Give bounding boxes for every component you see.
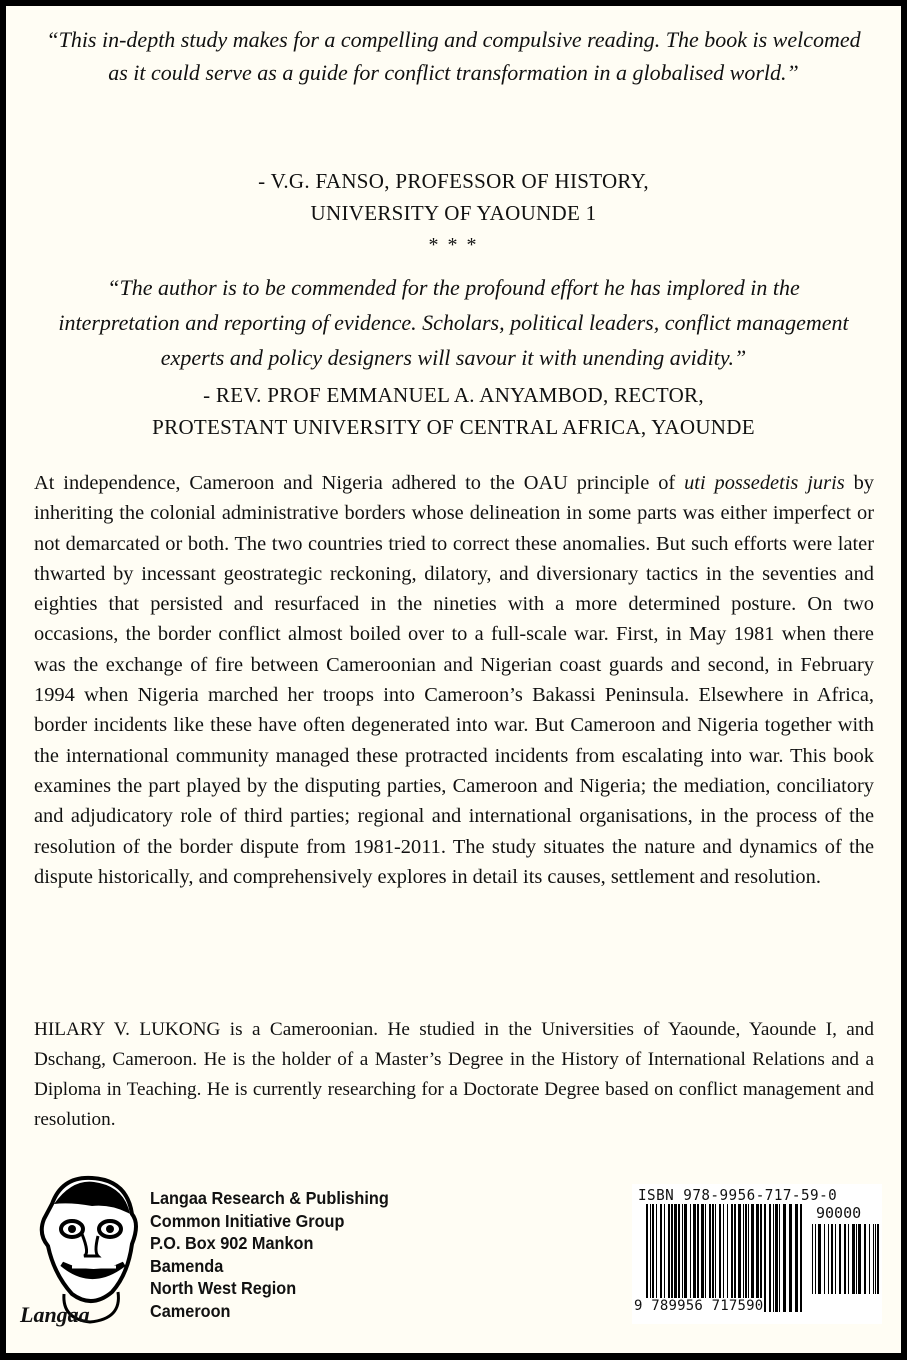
isbn-barcode (632, 1184, 882, 1324)
barcode-bar (795, 1204, 798, 1312)
publisher-line: Langaa Research & Publishing (150, 1188, 389, 1208)
barcode-bar (652, 1204, 654, 1312)
barcode-bar (835, 1224, 836, 1294)
barcode-bar (712, 1204, 714, 1312)
barcode-bar (873, 1224, 874, 1294)
barcode-bar (723, 1204, 724, 1312)
barcode-bar (756, 1204, 759, 1312)
barcode-bar (858, 1224, 861, 1294)
endorsement-attribution-2 (46, 380, 861, 443)
barcode-bar (668, 1204, 670, 1312)
barcode-bar (678, 1204, 680, 1312)
publisher-address (150, 1187, 389, 1323)
barcode-bar (738, 1204, 741, 1312)
barcode-bar (705, 1204, 706, 1312)
publisher-line: North West Region (150, 1278, 297, 1299)
attribution-line: - V.G. FANSO, PROFESSOR OF HISTORY, (258, 169, 649, 193)
barcode-bar (824, 1224, 825, 1294)
separator: * * * (428, 234, 479, 256)
barcode-bar (773, 1204, 774, 1312)
barcode-bar (664, 1204, 665, 1312)
barcode-bar (864, 1224, 866, 1294)
barcode-bar (877, 1224, 879, 1294)
barcode-bar (875, 1224, 876, 1294)
barcode-bar (760, 1204, 762, 1312)
barcode-bar (779, 1204, 780, 1312)
isbn-label: ISBN 978-9956-717-59-0 (638, 1186, 838, 1204)
barcode-bar (693, 1204, 696, 1312)
latin-term: uti possedetis juris (684, 472, 845, 494)
barcode-bar (839, 1224, 841, 1294)
book-description (34, 468, 874, 892)
barcode-bar (684, 1204, 687, 1312)
barcode-bar (646, 1204, 648, 1312)
barcode-bar (660, 1204, 662, 1312)
barcode-bar (815, 1224, 816, 1294)
publisher-line: Cameroon (150, 1300, 231, 1321)
barcode-bar (727, 1204, 728, 1312)
barcode-bar (650, 1204, 651, 1312)
barcode-bar (709, 1204, 711, 1312)
barcode-bar (769, 1204, 771, 1312)
publisher-line: Common Initiative Group (150, 1210, 345, 1231)
barcode-bar (701, 1204, 704, 1312)
barcode-bar (828, 1224, 829, 1294)
publisher-line: P.O. Box 902 Mankon (150, 1233, 314, 1254)
barcode-bar (869, 1224, 870, 1294)
barcode-bar (844, 1224, 846, 1294)
barcode-bar (748, 1204, 749, 1312)
description-body: by inheriting the colonial administrative borders whose delineation in some parts was either imperfect or not demarcated or both. The two countries tried to correct these anomalies. But such efforts were later thwarted by incessant geostrategic reckoning, dilatory, and diversionary tactics in the seventies and eighties that persisted and resurfaced in the nineties with a more determined posture. On two occasions, the border conflict almost boiled over to a full-scale war. First, in May 1981 when there was the exchange of fire between Cameroonian and Nigerian coast guards and second, in February 1994 when Nigeria marched her troops into Cameroon’s Bakassi Peninsula. Elsewhere in Africa, border incidents like these have often degenerated into war. But Cameroon and Nigeria together with the international community managed these protracted incidents from escalating into war. This book examines the part played by the disputing parties, Cameroon and Nigeria; the mediation, conciliatory and adjudicatory role of third parties; regional and international organisations, in the process of the resolution of the border dispute from 1981-2011. The study situates the nature and dynamics of the dispute historically, and comprehensively explores in detail its causes, settlement and resolution. (34, 472, 874, 888)
barcode-bar (751, 1204, 754, 1312)
ean-number: 9 789956 717590 (634, 1298, 764, 1314)
barcode-bar (775, 1204, 778, 1312)
publisher-line: Bamenda (150, 1255, 224, 1276)
barcode-bar (745, 1204, 747, 1312)
endorsement-quote-1: “This in-depth study makes for a compelling and compulsive reading. The book is welcomed as it could serve as a guide for conflict transformation in a globalised world.” (46, 27, 861, 85)
barcode-bar (697, 1204, 699, 1312)
logo-wordmark: Langaa (20, 1302, 90, 1327)
barcode-bar (734, 1204, 736, 1312)
barcode-bar (690, 1204, 691, 1312)
barcode-bar (789, 1204, 792, 1312)
barcode-bar (764, 1204, 766, 1312)
barcode-bar (783, 1204, 786, 1312)
barcode-bar (674, 1204, 677, 1312)
attribution-line: UNIVERSITY OF YAOUNDE 1 (310, 200, 597, 225)
author-bio: HILARY V. LUKONG is a Cameroonian. He studied in the Universities of Yaounde, Yaounde I, and Dschang, Cameroon. He is the holder of a Master’s Degree in the History of International Relations and a Diploma in Teaching. He is currently researching for a Doctorate Degree based on conflict management and resolution. (34, 1019, 874, 1130)
barcode-bar (731, 1204, 733, 1312)
barcode-bar (818, 1224, 821, 1294)
barcode-bar (682, 1204, 683, 1312)
barcode-bar (848, 1224, 849, 1294)
barcode-bar (743, 1204, 744, 1312)
barcode-bar (719, 1204, 721, 1312)
barcode-bar (656, 1204, 657, 1312)
endorsement-attribution-1 (46, 166, 861, 229)
attribution-line: - REV. PROF EMMANUEL A. ANYAMBOD, RECTOR, (203, 383, 704, 407)
barcode-bar (831, 1224, 833, 1294)
barcode-bar (715, 1204, 716, 1312)
endorsement-quote-2: “The author is to be commended for the profound effort he has implored in the interpretation and reporting of evidence. Scholars, political leaders, conflict management experts and policy designers will savour it with unending avidity.” (58, 275, 849, 370)
attribution-line: PROTESTANT UNIVERSITY OF CENTRAL AFRICA, YAOUNDE (152, 414, 755, 439)
description-intro: At independence, Cameroon and Nigeria adhered to the OAU principle of (34, 472, 685, 494)
back-cover (6, 6, 901, 1353)
barcode-bar (852, 1224, 855, 1294)
barcode-bar (856, 1224, 857, 1294)
barcode-bar (812, 1224, 813, 1294)
barcode-bar (800, 1204, 802, 1312)
barcode-bar (671, 1204, 673, 1312)
price-addon-code: 90000 (816, 1204, 862, 1222)
